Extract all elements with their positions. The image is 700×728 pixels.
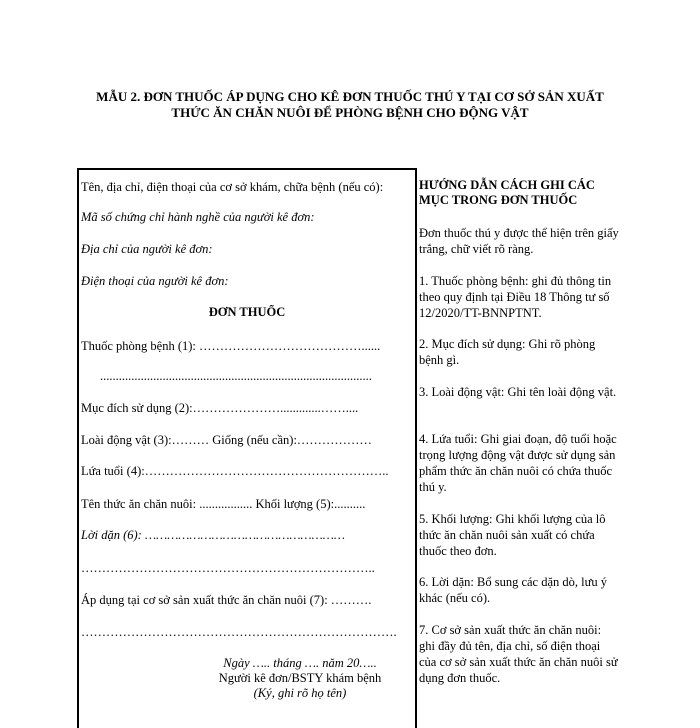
preventive-medicine-continuation[interactable]: ....................................................................................... <box>100 369 372 383</box>
document-title <box>70 89 630 121</box>
feed-name-quantity-field[interactable]: Tên thức ăn chăn nuôi: ................. Khối lượng (5):.......... <box>81 497 366 511</box>
purpose-field[interactable]: Mục đích sử dụng (2):………………….............…….... <box>81 401 359 415</box>
applied-facility-field[interactable]: Áp dụng tại cơ sở sản xuất thức ăn chăn nuôi (7): ………. <box>81 593 372 607</box>
advice-continuation[interactable]: …………………………………………………………….. <box>81 561 375 575</box>
preventive-medicine-field[interactable]: Thuốc phòng bệnh (1): …………………………………...... <box>81 339 381 353</box>
signer-title: Người kê đơn/BSTY khám bệnh <box>218 671 382 685</box>
guide-item-1: 1. Thuốc phòng bệnh: ghi đủ thông tin theo quy định tại Điều 18 Thông tư số 12/2020/TT-BNNPTNT. <box>419 274 612 320</box>
signature-note: (Ký, ghi rõ họ tên) <box>253 686 347 700</box>
prescriber-address-field[interactable]: Địa chỉ của người kê đơn: <box>81 242 213 256</box>
prescriber-phone-field[interactable]: Điện thoại của người kê đơn: <box>81 274 229 288</box>
advice-field[interactable]: Lời dặn (6): ……………………………………………… <box>81 528 346 542</box>
clinic-info-field[interactable]: Tên, địa chỉ, điện thoại của cơ sở khám, chữa bệnh (nếu có): <box>81 180 384 194</box>
guide-item-7: 7. Cơ sở sản xuất thức ăn chăn nuôi: ghi đầy đủ tên, địa chỉ, số điện thoại của cơ sở sản xuất thức ăn chăn nuôi sử dụng đơn thuốc. <box>419 623 618 685</box>
license-number-field[interactable]: Mã số chứng chỉ hành nghề của người kê đơn: <box>81 210 315 224</box>
guide-title: HƯỚNG DẪN CÁCH GHI CÁC MỤC TRONG ĐƠN THUỐC <box>419 178 595 207</box>
age-field[interactable]: Lứa tuổi (4):………………………………………………….. <box>81 464 389 478</box>
applied-facility-continuation[interactable]: …………………………………………………………………. <box>81 625 397 639</box>
guide-item-5: 5. Khối lượng: Ghi khối lượng của lô thức ăn chăn nuôi sản xuất có chứa thuốc theo đơn. <box>419 512 606 558</box>
guide-item-6: 6. Lời dặn: Bổ sung các dặn dò, lưu ý khác (nếu có). <box>419 575 608 605</box>
title-line-2: THỨC ĂN CHĂN NUÔI ĐỂ PHÒNG BỆNH CHO ĐỘNG VẬT <box>171 105 529 120</box>
signature-date: Ngày ….. tháng …. năm 20….. <box>223 656 377 670</box>
guide-intro: Đơn thuốc thú y được thể hiện trên giấy trắng, chữ viết rõ ràng. <box>419 226 619 256</box>
guide-item-2: 2. Mục đích sử dụng: Ghi rõ phòng bệnh gì. <box>419 337 596 367</box>
guide-item-4: 4. Lứa tuổi: Ghi giai đoạn, độ tuổi hoặc trọng lượng động vật được sử dụng sản phẩm thức ăn chăn nuôi có chứa thuốc thú y. <box>419 432 617 494</box>
species-breed-field[interactable]: Loài động vật (3):……… Giống (nếu cần):……………… <box>81 433 372 447</box>
title-line-1: MẪU 2. ĐƠN THUỐC ÁP DỤNG CHO KÊ ĐƠN THUỐC THÚ Y TẠI CƠ SỞ SẢN XUẤT <box>96 89 604 104</box>
guide-item-3: 3. Loài động vật: Ghi tên loài động vật. <box>419 385 617 399</box>
prescription-heading: ĐƠN THUỐC <box>208 305 286 319</box>
